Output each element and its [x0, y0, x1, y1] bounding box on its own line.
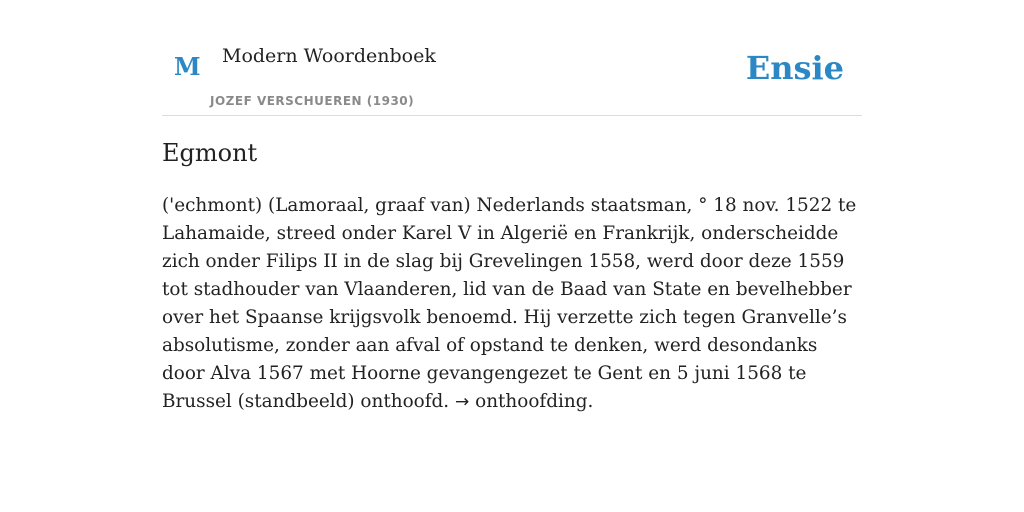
dictionary-header [162, 0, 862, 116]
page [162, 0, 862, 512]
entry-definition [162, 192, 864, 416]
dictionary-logo[interactable]: M [174, 52, 201, 81]
dictionary-title[interactable]: Modern Woordenboek [222, 45, 436, 67]
ensie-logo-link[interactable]: Ensie [745, 49, 844, 87]
cross-reference-arrow-icon: → [455, 392, 470, 412]
dictionary-author: JOZEF VERSCHUEREN (1930) [210, 94, 415, 108]
entry-title: Egmont [162, 139, 258, 167]
entry-definition-text: ('echmont) (Lamoraal, graaf van) Nederlands staatsman, ° 18 nov. 1522 te Lahamaide, streed onder Karel V in Algerië en Frankrijk, onderscheidde zich onder Filips II in de slag bij Grevelingen 1558, werd door deze 1559 tot stadhouder van Vlaanderen, lid van de Baad van State en bevelhebber over het Spaanse krijgsvolk benoemd. Hij verzette zich tegen Granvelle’s absolutisme, zonder aan afval of opstand te denken, werd desondanks door Alva 1567 met Hoorne gevangengezet te Gent en 5 juni 1568 te Brussel (standbeeld) onthoofd. [162, 195, 857, 412]
cross-reference-link[interactable]: onthoofding. [475, 391, 594, 412]
